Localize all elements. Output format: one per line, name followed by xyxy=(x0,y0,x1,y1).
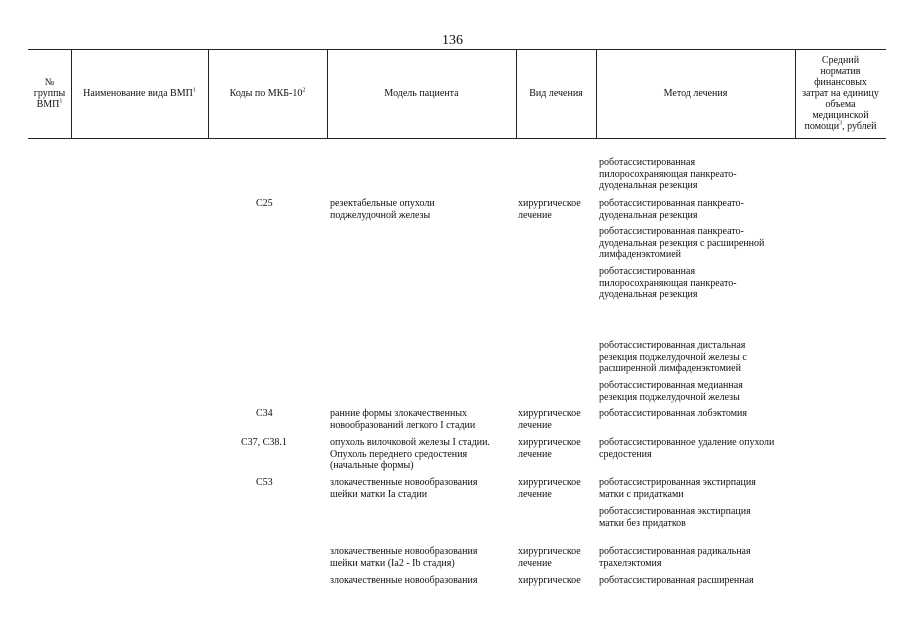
icd-code-cell: C53 xyxy=(256,477,273,488)
patient-model-cell: резектабельные опухоли поджелудочной железы xyxy=(330,198,435,221)
patient-model-cell: злокачественные новообразования шейки матки (Ia2 - Ib стадия) xyxy=(330,546,478,569)
method-cell: роботассистированная экстирпация матки без придатков xyxy=(599,506,751,529)
method-cell: роботассистированная панкреато- дуоденальная резекция xyxy=(599,198,744,221)
method-cell: роботассистированная медианная резекция поджелудочной железы xyxy=(599,380,743,403)
header-patient-model: Модель пациента xyxy=(384,88,459,99)
treatment-type-cell: хирургическое лечение xyxy=(518,437,581,460)
treatment-type-cell: хирургическое xyxy=(518,575,581,586)
method-cell: роботассистированная панкреато- дуоденальная резекция с расширенной лимфаденэктомией xyxy=(599,226,765,260)
method-cell: роботассистированная лобэктомия xyxy=(599,408,747,419)
header-average-cost: Средний норматив финансовых затрат на единицу объема медицинской помощи$^3$, рублей xyxy=(802,55,879,132)
icd-code-cell: C37, C38.1 xyxy=(241,437,287,448)
patient-model-cell: злокачественные новообразования шейки матки Ia стадии xyxy=(330,477,478,500)
treatment-type-cell: хирургическое лечение xyxy=(518,198,581,221)
icd-code-cell: C34 xyxy=(256,408,273,419)
page-number: 136 xyxy=(442,33,463,48)
header-treatment-type: Вид лечения xyxy=(529,88,583,99)
method-cell: роботассистрированная экстирпация матки с придатками xyxy=(599,477,756,500)
icd-code-cell: C25 xyxy=(256,198,273,209)
patient-model-cell: опухоль вилочковой железы I стадии. Опухоль переднего средостения (начальные формы) xyxy=(330,437,491,471)
method-cell: роботассистированная расширенная xyxy=(599,575,754,586)
method-cell: роботассистированная пилоросохраняющая панкреато- дуоденальная резекция xyxy=(599,266,737,300)
patient-model-cell: ранние формы злокачественных новообразований легкого I стадии xyxy=(330,408,476,431)
method-cell: роботассистированная пилоросохраняющая панкреато- дуоденальная резекция xyxy=(599,157,737,191)
header-vmp-name: Наименование вида ВМП$^1$ xyxy=(83,87,196,99)
header-group-number: № группы ВМП$^1$ xyxy=(33,77,66,110)
header-bottom-rule xyxy=(28,138,886,139)
patient-model-cell: злокачественные новообразования xyxy=(330,575,478,586)
header-icd-codes: Коды по МКБ-$10^2$ xyxy=(229,87,306,99)
header-treatment-method: Метод лечения xyxy=(663,88,728,99)
treatment-type-cell: хирургическое лечение xyxy=(518,546,581,569)
method-cell: роботассистированная дистальная резекция поджелудочной железы с расширенной лимфаденэктомией xyxy=(599,340,747,374)
method-cell: роботассистированное удаление опухоли средостения xyxy=(599,437,775,460)
treatment-type-cell: хирургическое лечение xyxy=(518,408,581,431)
method-cell: роботассистированная радикальная трахелэктомия xyxy=(599,546,751,569)
treatment-type-cell: хирургическое лечение xyxy=(518,477,581,500)
